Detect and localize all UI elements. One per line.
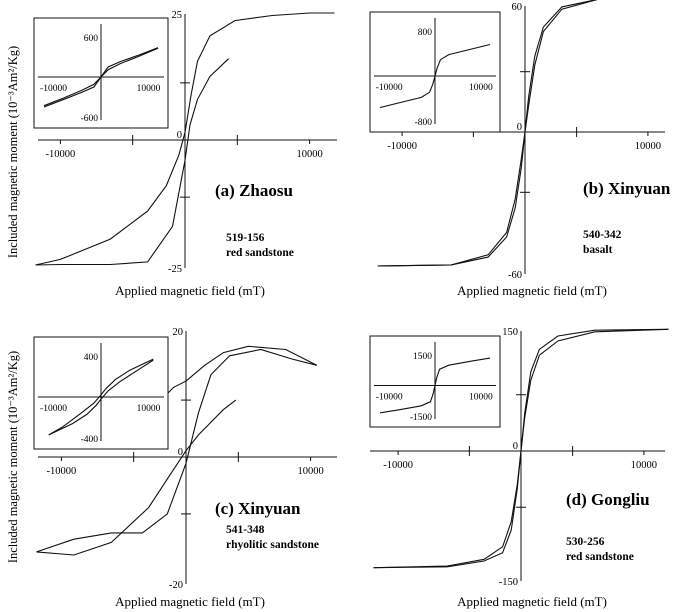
panel-c <box>34 327 337 591</box>
x-tick-label: -10000 <box>45 149 76 160</box>
y-axis-label-top: Included magnetic moment (10⁻³Am²/Kg) <box>6 45 20 259</box>
y-tick-label: 0 <box>176 130 182 141</box>
lithology-label: basalt <box>583 244 613 256</box>
x-tick-label: -10000 <box>383 460 413 471</box>
x-tick-label: 10000 <box>296 149 323 160</box>
x-axis-label-a: Applied magnetic field (mT) <box>115 283 265 298</box>
panel-title: (c) Xinyuan <box>215 499 301 518</box>
inset-x-tick-label: 10000 <box>136 404 161 414</box>
x-tick-label: 10000 <box>297 466 324 477</box>
inset-y-tick-label: 600 <box>83 34 98 44</box>
inset-a <box>34 18 168 128</box>
inset-y-tick-label: 800 <box>417 28 432 38</box>
x-tick-label: 10000 <box>630 460 658 471</box>
inset-x-tick-label: -10000 <box>40 84 67 94</box>
x-tick-label: -10000 <box>46 466 77 477</box>
panel-b <box>370 0 673 281</box>
panel-d <box>370 327 669 588</box>
sample-id: 519-156 <box>226 232 265 244</box>
inset-x-tick-label: -10000 <box>375 83 403 93</box>
lithology-label: red sandstone <box>226 247 294 259</box>
inset-y-tick-label: -1500 <box>409 413 432 423</box>
inset-x-tick-label: -10000 <box>375 392 403 403</box>
x-axis-label-b: Applied magnetic field (mT) <box>457 283 607 298</box>
y-tick-label: 0 <box>516 122 522 133</box>
y-tick-label: 0 <box>177 447 183 458</box>
panel-title: (d) Gongliu <box>566 490 650 509</box>
y-tick-label: -25 <box>168 264 182 275</box>
inset-x-tick-label: -10000 <box>40 404 67 414</box>
inset-c <box>34 337 168 449</box>
lithology-label: red sandstone <box>566 551 634 563</box>
inset-y-tick-label: -800 <box>414 118 432 128</box>
y-axis-label-bottom: Included magnetic moment (10⁻³Am²/Kg) <box>6 350 20 564</box>
panel-title: (a) Zhaosu <box>215 181 293 200</box>
sample-id: 530-256 <box>566 536 605 548</box>
inset-x-tick-label: 10000 <box>468 83 493 93</box>
lithology-label: rhyolitic sandstone <box>226 539 319 551</box>
sample-id: 541-348 <box>226 524 265 536</box>
inset-y-tick-label: -600 <box>80 114 98 124</box>
inset-y-tick-label: 400 <box>83 353 98 363</box>
y-tick-label: 150 <box>502 327 518 338</box>
x-tick-label: -10000 <box>387 141 417 152</box>
x-axis-label-c: Applied magnetic field (mT) <box>115 594 265 609</box>
inset-y-tick-label: 1500 <box>413 352 432 362</box>
y-tick-label: 60 <box>511 2 522 13</box>
inset-x-tick-label: 10000 <box>468 392 493 403</box>
y-tick-label: 25 <box>171 10 182 21</box>
inset-x-tick-label: 10000 <box>136 84 161 94</box>
y-tick-label: -20 <box>169 580 183 591</box>
y-tick-label: 0 <box>512 441 518 452</box>
y-tick-label: -60 <box>508 270 522 281</box>
y-tick-label: -150 <box>498 577 518 588</box>
inset-y-tick-label: -400 <box>80 435 98 445</box>
panel-a <box>34 10 337 275</box>
sample-id: 540-342 <box>583 229 622 241</box>
x-tick-label: 10000 <box>634 141 662 152</box>
y-tick-label: 20 <box>172 327 183 338</box>
inset-d <box>370 336 500 427</box>
x-axis-label-d: Applied magnetic field (mT) <box>457 594 607 609</box>
inset-b <box>370 12 500 132</box>
panel-title: (b) Xinyuan <box>583 179 671 198</box>
